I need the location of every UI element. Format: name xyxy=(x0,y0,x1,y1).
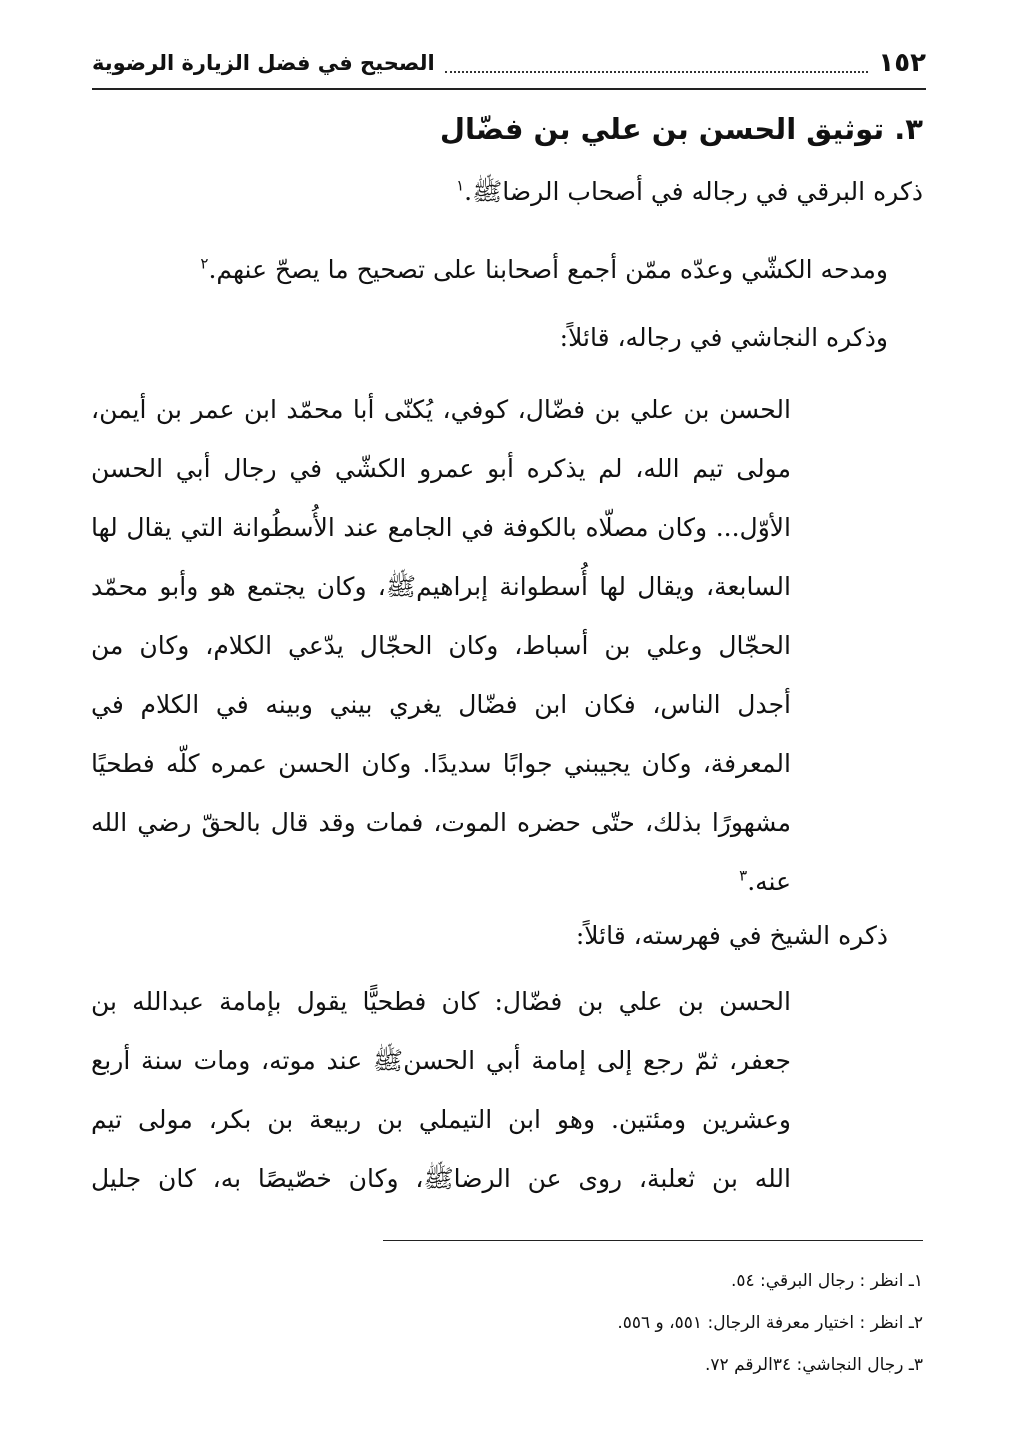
quote-najashi xyxy=(91,380,791,911)
quote-line: المعرفة، وكان يجيبني جوابًا سديدًا. وكان الحسن عمره كلّه فطحيًا xyxy=(91,749,791,778)
paragraph-1-text: ذكره البرقي في رجاله في أصحاب الرضاﷺ. xyxy=(464,177,923,206)
quote-line: الحسن بن علي بن فضّال: كان فطحيًّا يقول بإمامة عبدالله بن xyxy=(91,987,791,1016)
quote-line: وعشرين ومئتين. وهو ابن التيملي بن ربيعة بن بكر، مولى تيم xyxy=(91,1105,791,1134)
footnote-1: ١ـ انظر : رجال البرقي: ٥٤. xyxy=(730,1271,923,1291)
quote-line: أجدل الناس، فكان ابن فضّال يغري بيني وبينه في الكلام في xyxy=(91,690,791,719)
footnote-divider xyxy=(383,1240,923,1241)
quote-line: السابعة، ويقال لها أُسطوانة إبراهيمﷺ، وكان يجتمع هو وأبو محمّد xyxy=(91,572,791,601)
footnote-3: ٣ـ رجال النجاشي: ٣٤الرقم ٧٢. xyxy=(705,1355,923,1375)
paragraph-1 xyxy=(93,172,923,212)
quote-line: مشهورًا بذلك، حتّى حضره الموت، فمات وقد قال بالحقّ رضي الله xyxy=(91,808,791,837)
footnote-ref-2[interactable]: ٢ xyxy=(200,254,209,273)
paragraph-2 xyxy=(88,250,888,290)
paragraph-2-text: ومدحه الكشّي وعدّه ممّن أجمع أصحابنا على تصحيح ما يصحّ عنهم. xyxy=(208,255,888,284)
quote-last-line-text: عنه. xyxy=(747,867,791,896)
quote-line: الحجّال وعلي بن أسباط، وكان الحجّال يدّعي الكلام، وكان من xyxy=(91,631,791,660)
quote-tusi xyxy=(91,972,791,1208)
header-leader-dots xyxy=(445,53,869,73)
footnote-ref-3[interactable]: ٣ xyxy=(739,866,748,885)
quote-line: الله بن ثعلبة، روى عن الرضاﷺ، وكان خصّيصًا به، كان جليل xyxy=(91,1164,791,1193)
quote-last-line xyxy=(91,852,791,911)
page-header xyxy=(92,38,926,90)
paragraph-3 xyxy=(88,318,888,358)
quote-line: الأوّل... وكان مصلّاه بالكوفة في الجامع عند الأُسطُوانة التي يقال لها xyxy=(91,513,791,542)
page-number: ١٥٢ xyxy=(878,48,926,78)
footnote-2: ٢ـ انظر : اختيار معرفة الرجال: ٥٥١، و ٥٥٦. xyxy=(617,1313,923,1333)
quote-line: جعفر، ثمّ رجع إلى إمامة أبي الحسنﷺ عند موته، ومات سنة أربع xyxy=(91,1046,791,1075)
paragraph-3-text: وذكره النجاشي في رجاله، قائلاً: xyxy=(559,323,888,352)
paragraph-4: ذكره الشيخ في فهرسته، قائلاً: xyxy=(575,921,888,950)
footnotes xyxy=(93,1260,923,1386)
running-title: الصحيح في فضل الزيارة الرضوية xyxy=(92,51,435,75)
footnote-ref-1[interactable]: ١ xyxy=(456,176,465,195)
section-heading: ٣. توثيق الحسن بن علي بن فضّال xyxy=(439,112,923,146)
quote-line: الحسن بن علي بن فضّال، كوفي، يُكنّى أبا محمّد ابن عمر بن أيمن، xyxy=(91,395,791,424)
quote-line: مولى تيم الله، لم يذكره أبو عمرو الكشّي في رجال أبي الحسن xyxy=(91,454,791,483)
